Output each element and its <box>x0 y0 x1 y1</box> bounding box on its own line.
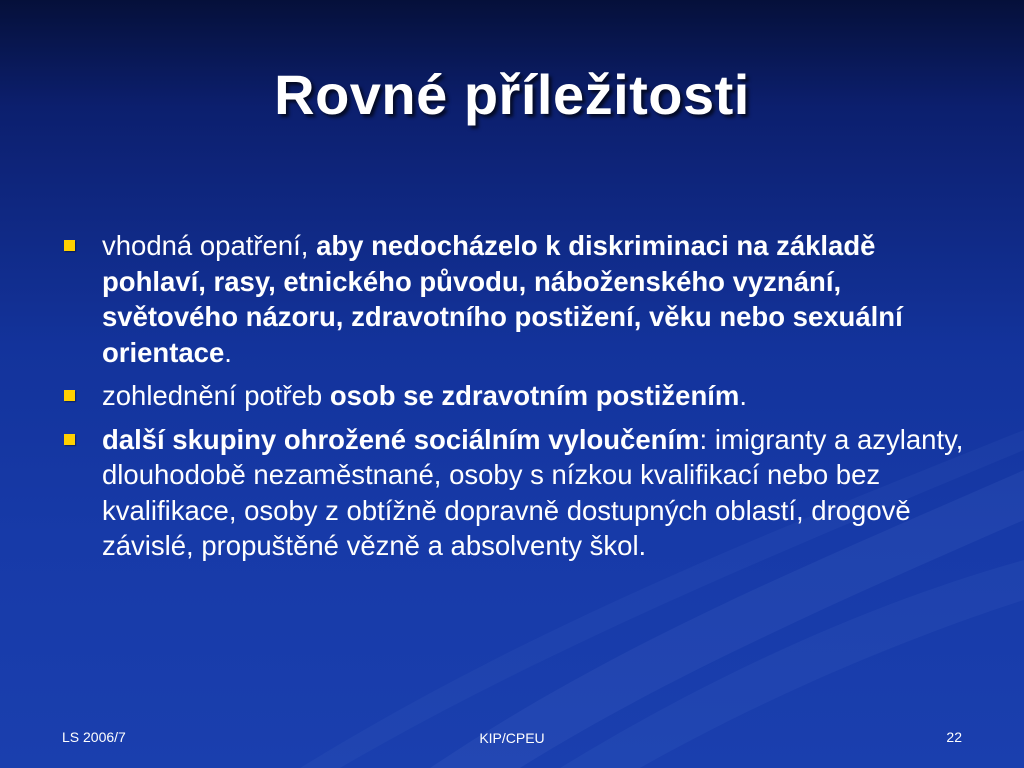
bullet-list <box>60 228 970 572</box>
bullet-text-tail: : imigranty a azylanty, dlouhodobě nezaměstnané, osoby s nízkou kvalifikací nebo bez kvalifikace, osoby z obtížně dopravně dostupných oblastí, drogově závislé, propuštěné vězně a absolventy škol. <box>102 423 964 561</box>
footer-page-number: 22 <box>946 729 962 745</box>
bullet-item <box>60 228 970 370</box>
square-bullet-icon <box>64 434 75 445</box>
bullet-text-regular: vhodná opatření, <box>102 230 317 261</box>
bullet-text-tail: . <box>224 336 232 368</box>
bullet-text-regular: zohlednění potřeb <box>102 380 330 411</box>
bullet-item <box>60 422 970 564</box>
bullet-text-bold: další skupiny ohrožené sociálním vyloučením <box>102 423 700 455</box>
square-bullet-icon <box>64 240 75 251</box>
footer-course-code: KIP/CPEU <box>479 730 545 746</box>
bullet-text-bold: osob se zdravotním postižením <box>329 380 740 411</box>
square-bullet-icon <box>64 390 75 401</box>
bullet-text-tail: . <box>739 380 747 411</box>
bullet-text-bold: aby nedocházelo k diskriminaci na základě pohlaví, rasy, etnického původu, náboženského vyznání, světového názoru, zdravotního postižení, věku nebo sexuální orientace <box>102 230 903 368</box>
bullet-item <box>60 378 970 414</box>
slide-title: Rovné příležitosti <box>274 63 750 126</box>
footer-date: LS 2006/7 <box>62 729 126 745</box>
